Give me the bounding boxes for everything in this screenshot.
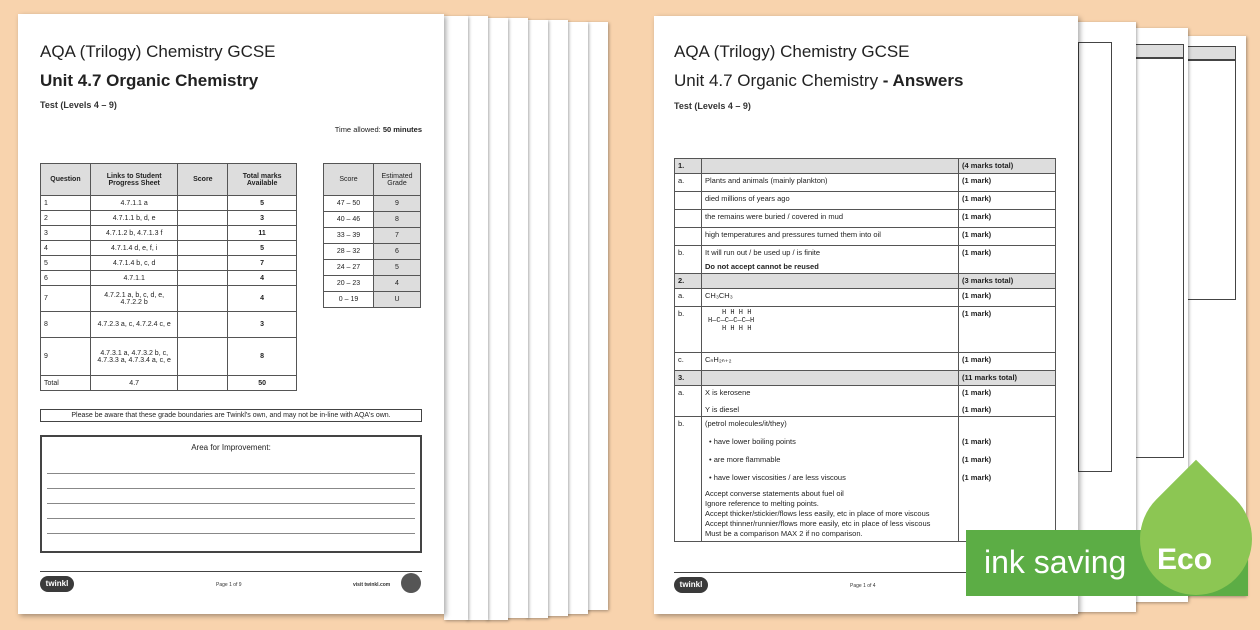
- answer-text: high temperatures and pressures turned them into oil: [702, 228, 959, 246]
- note-line: Accept thinner/runnier/flows more easily, etc in place of less viscous: [705, 519, 931, 528]
- q-num: b.: [675, 246, 702, 274]
- cell-grade: 7: [374, 228, 421, 244]
- stacked-page: [1072, 22, 1136, 612]
- q-num: a.: [675, 386, 702, 417]
- cell-score: 20 – 23: [324, 276, 374, 292]
- cell-marks: 7: [228, 256, 297, 271]
- mark-line: (1 mark): [962, 388, 992, 397]
- stacked-page: [546, 20, 568, 616]
- q-mark: (4 marks total): [959, 159, 1056, 174]
- q-num: a.: [675, 289, 702, 307]
- q-num: b.: [675, 307, 702, 353]
- stacked-page: [526, 20, 548, 618]
- doc-title-line2: Unit 4.7 Organic Chemistry: [40, 71, 259, 90]
- q-mark: [959, 386, 1056, 417]
- test-cover-page: [18, 14, 444, 614]
- table-row: [324, 196, 421, 212]
- q-num: [675, 210, 702, 228]
- cell-q: Total: [41, 376, 91, 391]
- answer-row: [675, 228, 1056, 246]
- cell-links: 4.7.1.1 a: [90, 196, 178, 211]
- table-row: [324, 292, 421, 308]
- writing-line: [47, 473, 415, 474]
- links-table: [40, 163, 297, 391]
- writing-line: [47, 533, 415, 534]
- q-text: [702, 159, 959, 174]
- cell-grade: 5: [374, 260, 421, 276]
- cell-marks: 4: [228, 286, 297, 312]
- answer-row: [675, 307, 1056, 353]
- table-row: [41, 241, 297, 256]
- cell-q: 2: [41, 211, 91, 226]
- answer-text: CₙH₂ₙ₊₂: [702, 353, 959, 371]
- cell-score: 33 – 39: [324, 228, 374, 244]
- q-mark: (1 mark): [959, 174, 1056, 192]
- col-question: Question: [41, 164, 91, 196]
- cell-links: 4.7: [90, 376, 178, 391]
- writing-line: [47, 503, 415, 504]
- writing-line: [47, 488, 415, 489]
- q-mark: (1 mark): [959, 246, 1056, 274]
- answer-line: Do not accept cannot be reused: [705, 262, 819, 271]
- answer-text: died millions of years ago: [702, 192, 959, 210]
- cell-q: 8: [41, 312, 91, 338]
- cell-links: 4.7.1.1: [90, 271, 178, 286]
- answers-title-line1: AQA (Trilogy) Chemistry GCSE: [674, 42, 910, 61]
- q-mark: (1 mark): [959, 289, 1056, 307]
- cell-q: 7: [41, 286, 91, 312]
- cell-q: 3: [41, 226, 91, 241]
- cell-score: 28 – 32: [324, 244, 374, 260]
- twinkl-badge-icon: [401, 573, 421, 593]
- cell-score: 24 – 27: [324, 260, 374, 276]
- grade-notice: Please be aware that these grade boundaries are Twinkl's own, and may not be in-line with AQA's own.: [40, 409, 422, 422]
- table-row: [41, 256, 297, 271]
- stacked-page: [506, 18, 528, 618]
- mark-line: (1 mark): [962, 473, 992, 482]
- butane-structure: [702, 307, 959, 353]
- table-row: [41, 226, 297, 241]
- cell-marks: 8: [228, 338, 297, 376]
- cell-grade: 9: [374, 196, 421, 212]
- table-row: [324, 244, 421, 260]
- answer-line: X is kerosene: [705, 388, 751, 397]
- page-number: Page 1 of 9: [216, 582, 242, 588]
- cell-q: 4: [41, 241, 91, 256]
- cell-score: [178, 338, 228, 376]
- q-num: c.: [675, 353, 702, 371]
- cell-grade: U: [374, 292, 421, 308]
- q-mark: (1 mark): [959, 192, 1056, 210]
- improvement-box: [40, 435, 422, 553]
- answer-text: [702, 417, 959, 542]
- answer-text: [702, 386, 959, 417]
- answers-table: [674, 158, 1056, 542]
- mark-line: (1 mark): [962, 455, 992, 464]
- mark-line: (1 mark): [962, 405, 992, 414]
- answer-row: [675, 353, 1056, 371]
- cell-q: 1: [41, 196, 91, 211]
- q-num: 3.: [675, 371, 702, 386]
- cell-links: 4.7.1.4 d, e, f, i: [90, 241, 178, 256]
- cell-links: 4.7.2.1 a, b, c, d, e, 4.7.2.2 b: [90, 286, 178, 312]
- question-header-row: [675, 371, 1056, 386]
- answer-line: (petrol molecules/it/they): [705, 419, 787, 428]
- table-row: [324, 228, 421, 244]
- answer-line: • are more flammable: [709, 455, 781, 464]
- q-num: 1.: [675, 159, 702, 174]
- q-mark: (1 mark): [959, 210, 1056, 228]
- answers-title-suffix: - Answers: [878, 71, 964, 90]
- grade-table: [323, 163, 421, 308]
- q-mark: (1 mark): [959, 228, 1056, 246]
- cell-marks: 5: [228, 196, 297, 211]
- answer-row: [675, 289, 1056, 307]
- cell-marks: 11: [228, 226, 297, 241]
- footer-rule: [40, 571, 422, 572]
- col-score: Score: [178, 164, 228, 196]
- question-header-row: [675, 159, 1056, 174]
- cell-score: [178, 241, 228, 256]
- time-label: Time allowed:: [334, 125, 381, 134]
- q-num: [675, 192, 702, 210]
- answer-text: the remains were buried / covered in mud: [702, 210, 959, 228]
- col-marks: Total marks Available: [228, 164, 297, 196]
- cell-score: 47 – 50: [324, 196, 374, 212]
- q-mark: [959, 417, 1056, 542]
- cell-links: 4.7.1.2 b, 4.7.1.3 f: [90, 226, 178, 241]
- q-mark: (3 marks total): [959, 274, 1056, 289]
- cell-marks: 3: [228, 211, 297, 226]
- twinkl-logo: twinkl: [674, 577, 708, 593]
- note-line: Must be a comparison MAX 2 if no comparison.: [705, 529, 863, 538]
- cell-q: 9: [41, 338, 91, 376]
- stacked-page: [444, 16, 468, 620]
- time-value: 50 minutes: [382, 125, 422, 134]
- cell-score: [178, 226, 228, 241]
- q-mark: (11 marks total): [959, 371, 1056, 386]
- col-grade: Estimated Grade: [374, 164, 421, 196]
- cell-score: [178, 211, 228, 226]
- q-text: [702, 274, 959, 289]
- cell-score: [178, 286, 228, 312]
- cell-score: 40 – 46: [324, 212, 374, 228]
- stacked-page: [466, 16, 488, 620]
- note-line: Accept thicker/stickier/flows less easily, etc in place of more viscous: [705, 509, 930, 518]
- table-row: [41, 338, 297, 376]
- answers-page: [654, 16, 1078, 614]
- answer-row: [675, 386, 1056, 417]
- time-allowed: [335, 125, 422, 134]
- cell-score: 0 – 19: [324, 292, 374, 308]
- table-row: [41, 211, 297, 226]
- table-row: [41, 376, 297, 391]
- answers-subtitle: Test (Levels 4 – 9): [674, 101, 751, 111]
- q-num: [675, 228, 702, 246]
- cell-links: 4.7.2.3 a, c, 4.7.2.4 c, e: [90, 312, 178, 338]
- cell-marks: 5: [228, 241, 297, 256]
- structure-h-row: H H H H: [722, 309, 752, 317]
- visit-link: visit twinkl.com: [353, 582, 391, 588]
- writing-line: [47, 518, 415, 519]
- answer-line: It will run out / be used up / is finite: [705, 248, 821, 257]
- answer-text: CH₃CH₃: [702, 289, 959, 307]
- cell-marks: 50: [228, 376, 297, 391]
- cell-q: 5: [41, 256, 91, 271]
- answers-title-main: Unit 4.7 Organic Chemistry: [674, 71, 879, 90]
- answer-line: Y is diesel: [705, 405, 740, 414]
- doc-title-line1: AQA (Trilogy) Chemistry GCSE: [40, 42, 276, 61]
- q-num: b.: [675, 417, 702, 542]
- table-row: [41, 196, 297, 211]
- cell-score: [178, 256, 228, 271]
- twinkl-logo: twinkl: [40, 576, 74, 592]
- cell-grade: 8: [374, 212, 421, 228]
- cell-marks: 4: [228, 271, 297, 286]
- note-line: Accept converse statements about fuel oil: [705, 489, 844, 498]
- cell-score: [178, 196, 228, 211]
- cell-links: 4.7.3.1 a, 4.7.3.2 b, c, 4.7.3.3 a, 4.7.3.4 a, c, e: [90, 338, 178, 376]
- q-num: a.: [675, 174, 702, 192]
- structure-c-row: H—C—C—C—C—H: [708, 317, 755, 325]
- stacked-page: [486, 18, 508, 620]
- mark-line: (1 mark): [962, 437, 992, 446]
- answer-text: Plants and animals (mainly plankton): [702, 174, 959, 192]
- answer-text: [702, 246, 959, 274]
- stacked-page: [566, 22, 588, 614]
- answer-row: [675, 210, 1056, 228]
- answer-row: [675, 246, 1056, 274]
- ink-saving-text: ink saving: [984, 544, 1127, 580]
- table-row: [324, 276, 421, 292]
- q-num: 2.: [675, 274, 702, 289]
- answer-row: [675, 417, 1056, 542]
- q-text: [702, 371, 959, 386]
- cell-grade: 6: [374, 244, 421, 260]
- table-row: [41, 271, 297, 286]
- cell-score: [178, 312, 228, 338]
- table-row: [324, 260, 421, 276]
- question-header-row: [675, 274, 1056, 289]
- cell-marks: 3: [228, 312, 297, 338]
- note-line: Ignore reference to melting points.: [705, 499, 819, 508]
- stacked-page: [586, 22, 608, 610]
- page-number: Page 1 of 4: [850, 583, 876, 589]
- doc-subtitle: Test (Levels 4 – 9): [40, 100, 117, 110]
- col-links: Links to Student Progress Sheet: [90, 164, 178, 196]
- col-score: Score: [324, 164, 374, 196]
- cell-links: 4.7.1.1 b, d, e: [90, 211, 178, 226]
- cell-score: [178, 376, 228, 391]
- improvement-title: Area for Improvement:: [191, 443, 271, 452]
- cell-q: 6: [41, 271, 91, 286]
- table-row: [41, 286, 297, 312]
- cell-grade: 4: [374, 276, 421, 292]
- answer-row: [675, 174, 1056, 192]
- answer-line: • have lower boiling points: [709, 437, 796, 446]
- q-mark: (1 mark): [959, 307, 1056, 353]
- eco-label: Eco: [1157, 543, 1213, 576]
- cell-links: 4.7.1.4 b, c, d: [90, 256, 178, 271]
- cell-score: [178, 271, 228, 286]
- table-row: [324, 212, 421, 228]
- table-row: [41, 312, 297, 338]
- q-mark: (1 mark): [959, 353, 1056, 371]
- answer-line: • have lower viscosities / are less viscous: [709, 473, 846, 482]
- answer-row: [675, 192, 1056, 210]
- structure-h-row: H H H H: [722, 325, 752, 333]
- answers-title-line2: [674, 71, 963, 91]
